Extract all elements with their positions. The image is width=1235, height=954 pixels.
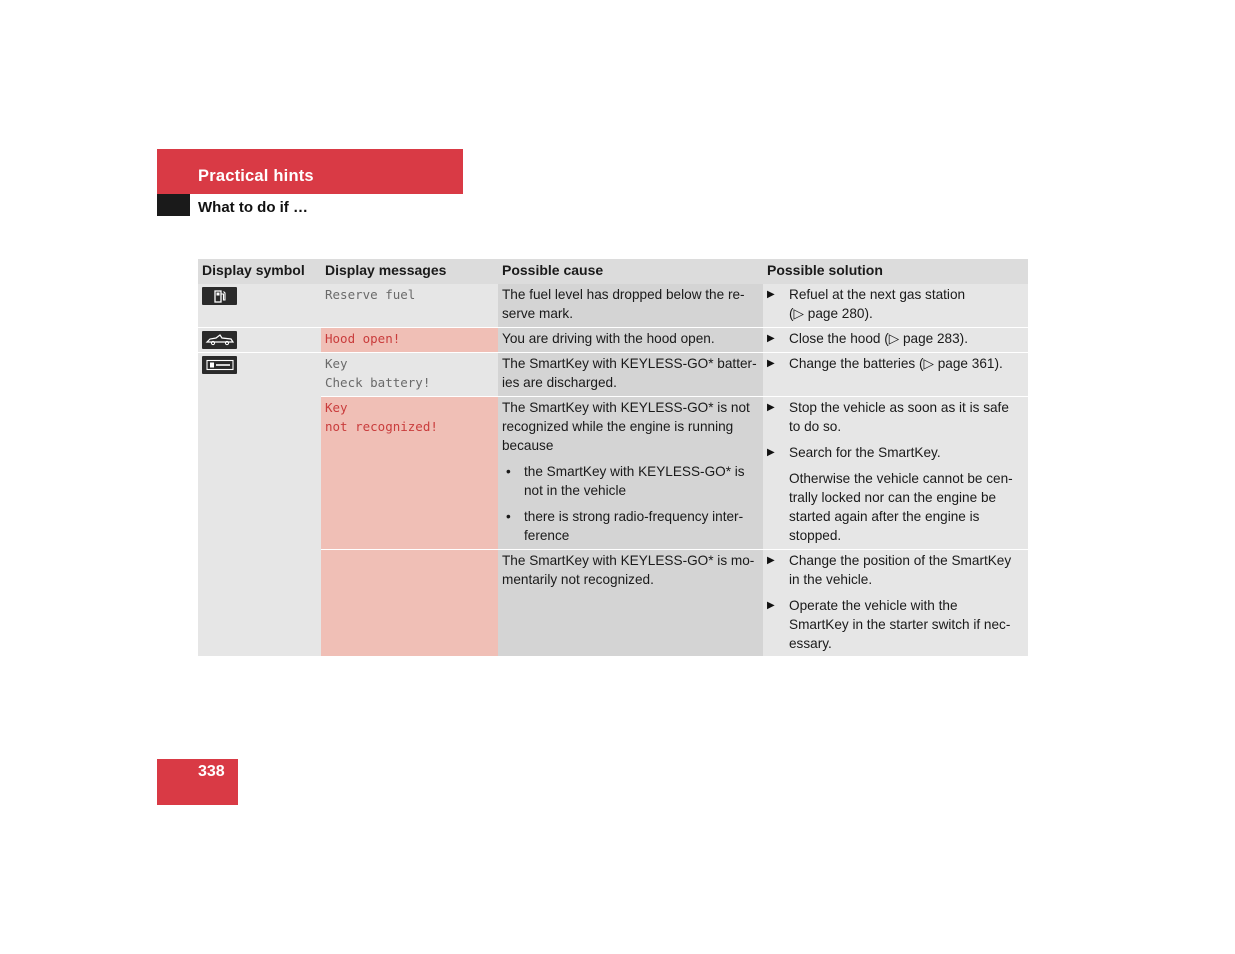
page-number: 338 bbox=[198, 763, 225, 780]
table-row-cause-cell bbox=[498, 353, 763, 396]
fuel-pump-icon bbox=[202, 287, 237, 305]
cause-line: You are driving with the hood open. bbox=[502, 331, 715, 346]
table-row-message-cell bbox=[321, 284, 498, 327]
solution-line: essary. bbox=[789, 636, 832, 651]
solution-line: Change the batteries (▷ page 361). bbox=[789, 356, 1003, 371]
cause-line: recognized while the engine is running bbox=[502, 419, 734, 434]
cause-line: The SmartKey with KEYLESS-GO* batter- bbox=[502, 356, 757, 371]
solution-line: to do so. bbox=[789, 419, 842, 434]
smartkey-battery-icon bbox=[202, 356, 237, 374]
table-row-cause-cell bbox=[498, 550, 763, 656]
table-row-cause-cell bbox=[498, 328, 763, 352]
table-row-symbol-cell bbox=[198, 353, 321, 656]
message-line: Key bbox=[325, 400, 348, 415]
step-arrow-icon: ▶ bbox=[767, 289, 775, 300]
note-line: started again after the engine is bbox=[789, 509, 980, 524]
cause-line: because bbox=[502, 438, 554, 453]
subsection-marker bbox=[157, 194, 190, 216]
message-line: Hood open! bbox=[325, 331, 401, 346]
column-header-display-symbol: Display symbol bbox=[198, 259, 321, 284]
bullet-line: the SmartKey with KEYLESS-GO* is bbox=[524, 464, 745, 479]
table-row-message-cell bbox=[321, 353, 498, 396]
table-row-solution-cell bbox=[763, 550, 1028, 656]
table-row-cause-cell bbox=[498, 284, 763, 327]
note-line: Otherwise the vehicle cannot be cen- bbox=[789, 471, 1013, 486]
message-line: Check battery! bbox=[325, 375, 431, 390]
cause-line: serve mark. bbox=[502, 306, 574, 321]
cause-line: mentarily not recognized. bbox=[502, 572, 654, 587]
solution-step bbox=[767, 329, 1024, 348]
table-row-solution-cell bbox=[763, 328, 1028, 352]
solution-line: SmartKey in the starter switch if nec- bbox=[789, 617, 1011, 632]
table-row-message-cell bbox=[321, 328, 498, 352]
table-row-message-cell bbox=[321, 550, 498, 656]
message-line: not recognized! bbox=[325, 419, 438, 434]
cause-line: The SmartKey with KEYLESS-GO* is not bbox=[502, 400, 750, 415]
table-row-solution-cell bbox=[763, 353, 1028, 396]
step-arrow-icon: ▶ bbox=[767, 600, 775, 611]
solution-step bbox=[767, 551, 1024, 589]
solution-line: (▷ page 280). bbox=[789, 306, 873, 321]
cause-bullet bbox=[502, 462, 759, 500]
cause-line: ies are discharged. bbox=[502, 375, 617, 390]
bullet-line: not in the vehicle bbox=[524, 483, 627, 498]
table-row-message-cell bbox=[321, 397, 498, 549]
bullet-icon: • bbox=[506, 464, 511, 479]
step-arrow-icon: ▶ bbox=[767, 402, 775, 413]
cause-line: The SmartKey with KEYLESS-GO* is mo- bbox=[502, 553, 755, 568]
solution-line: in the vehicle. bbox=[789, 572, 873, 587]
subsection-title: What to do if … bbox=[198, 199, 308, 216]
solution-step bbox=[767, 443, 1024, 462]
solution-step bbox=[767, 398, 1024, 436]
column-header-possible-solution: Possible solution bbox=[763, 259, 1028, 284]
column-header-display-messages: Display messages bbox=[321, 259, 498, 284]
bullet-icon: • bbox=[506, 509, 511, 524]
bullet-line: ference bbox=[524, 528, 570, 543]
solution-step bbox=[767, 596, 1024, 653]
solution-line: Refuel at the next gas station bbox=[789, 287, 966, 302]
message-line: Reserve fuel bbox=[325, 287, 416, 302]
solution-line: Stop the vehicle as soon as it is safe bbox=[789, 400, 1009, 415]
cause-line: The fuel level has dropped below the re- bbox=[502, 287, 745, 302]
table-row-symbol-cell bbox=[198, 328, 321, 352]
car-hood-open-icon bbox=[202, 331, 237, 349]
note-line: stopped. bbox=[789, 528, 842, 543]
section-title: Practical hints bbox=[198, 167, 314, 185]
solution-note bbox=[767, 469, 1024, 545]
message-line: Key bbox=[325, 356, 348, 371]
cause-bullet bbox=[502, 507, 759, 545]
solution-line: Change the position of the SmartKey bbox=[789, 553, 1012, 568]
table-row-cause-cell bbox=[498, 397, 763, 549]
step-arrow-icon: ▶ bbox=[767, 358, 775, 369]
solution-line: Operate the vehicle with the bbox=[789, 598, 958, 613]
table-row-symbol-cell bbox=[198, 284, 321, 327]
table-row-solution-cell bbox=[763, 284, 1028, 327]
bullet-line: there is strong radio-frequency inter- bbox=[524, 509, 744, 524]
step-arrow-icon: ▶ bbox=[767, 447, 775, 458]
step-arrow-icon: ▶ bbox=[767, 333, 775, 344]
column-header-possible-cause: Possible cause bbox=[498, 259, 763, 284]
note-line: trally locked nor can the engine be bbox=[789, 490, 997, 505]
solution-step bbox=[767, 285, 1024, 323]
solution-step bbox=[767, 354, 1024, 373]
solution-line: Search for the SmartKey. bbox=[789, 445, 941, 460]
table-row-solution-cell bbox=[763, 397, 1028, 549]
solution-line: Close the hood (▷ page 283). bbox=[789, 331, 968, 346]
step-arrow-icon: ▶ bbox=[767, 555, 775, 566]
